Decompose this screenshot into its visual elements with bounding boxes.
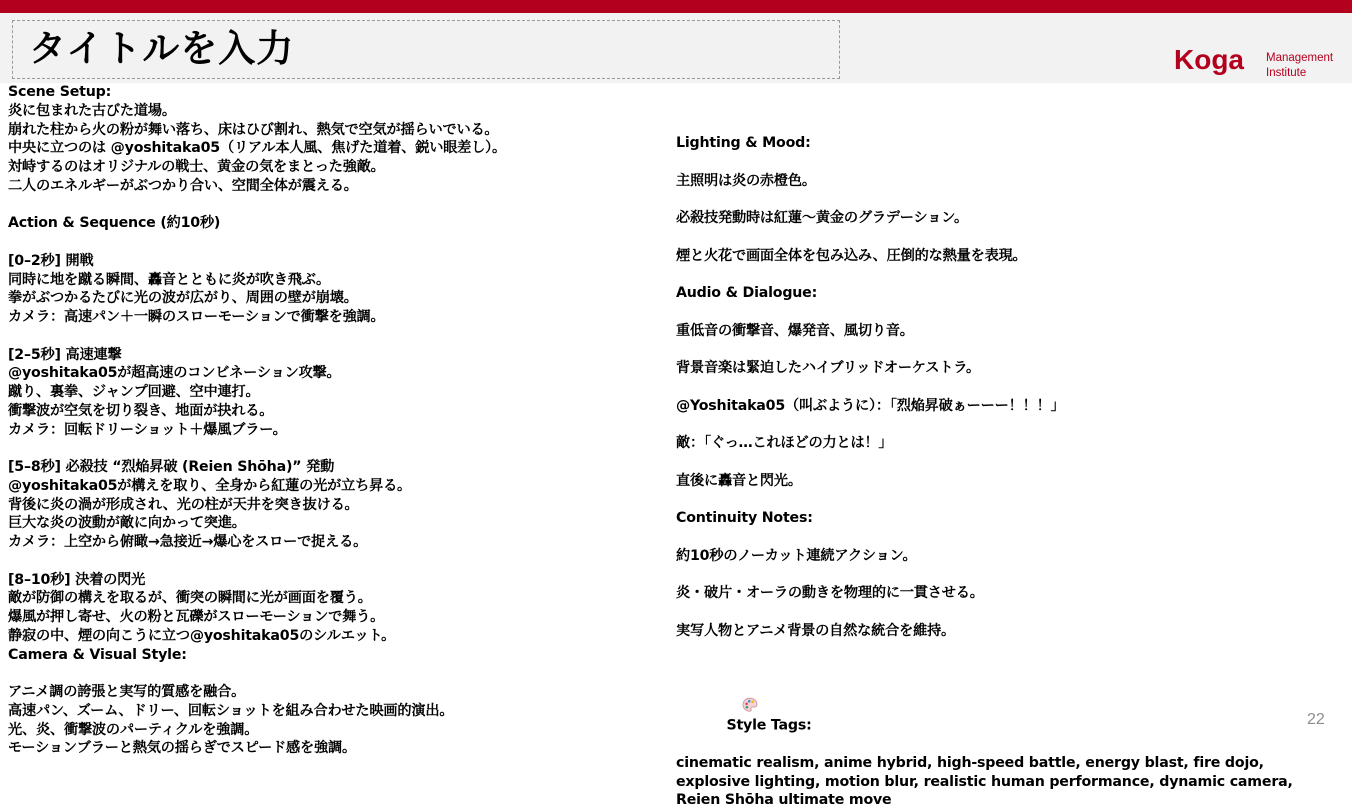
text-line: [2–5秒] 高速連撃 <box>8 346 122 363</box>
text-line: 敵が防御の構えを取るが、衝突の瞬間に光が画面を覆う。 <box>8 590 372 607</box>
text-line: Action & Sequence (約10秒) <box>8 215 221 232</box>
style-tags-label: Style Tags: <box>726 717 812 734</box>
logo-subtitle <box>1266 51 1346 81</box>
blank-line <box>676 565 1316 584</box>
text-line: Audio & Dialogue: <box>676 285 818 301</box>
style-tags-line-3: Reien Shōha ultimate move <box>676 792 892 809</box>
blank-line <box>8 439 608 458</box>
blank-line <box>676 640 1316 659</box>
text-line: 崩れた柱から火の粉が舞い落ち、床はひび割れ、熱気で空気が揺らいでいる。 <box>8 121 499 138</box>
logo-subtitle-line2: Institute <box>1266 67 1307 79</box>
text-line: 拳がぶつかるたびに光の波が広がり、周囲の壁が崩壊。 <box>8 290 358 307</box>
top-accent-bar <box>0 0 1352 13</box>
slide-title[interactable]: タイトルを入力 <box>29 27 295 70</box>
text-line: Camera & Visual Style: <box>8 646 187 663</box>
text-line: 煙と火花で画面全体を包み込み、圧倒的な熱量を表現。 <box>676 247 1027 264</box>
text-line: 同時に地を蹴る瞬間、轟音とともに炎が吹き飛ぶ。 <box>8 271 330 288</box>
blank-line <box>676 415 1316 434</box>
blank-line <box>8 327 608 346</box>
text-line: 炎に包まれた古びた道場。 <box>8 102 176 119</box>
blank-line <box>8 552 608 571</box>
logo-wordmark: Koga <box>1174 44 1244 75</box>
blank-line <box>676 153 1316 172</box>
text-line: 背後に炎の渦が形成され、光の柱が天井を突き抜ける。 <box>8 496 359 513</box>
blank-line <box>676 490 1316 509</box>
text-line: 光、炎、衝撃波のパーティクルを強調。 <box>8 721 259 738</box>
blank-line <box>676 528 1316 547</box>
style-tags-heading <box>676 659 1316 754</box>
text-line: 爆風が押し寄せ、火の粉と瓦礫がスローモーションで舞う。 <box>8 609 385 625</box>
blank-line <box>676 190 1316 209</box>
right-text-lines <box>676 134 1316 659</box>
text-line: モーションブラーと熱気の揺らぎでスピード感を強調。 <box>8 740 356 757</box>
text-line: @yoshitaka05が超高速のコンビネーション攻撃。 <box>8 365 341 382</box>
text-line: [0–2秒] 開戦 <box>8 252 94 269</box>
blank-line <box>8 233 608 252</box>
blank-line <box>8 196 608 215</box>
text-line: 中央に立つのは @yoshitaka05（リアル本人風、焦げた道着、鋭い眼差し）。 <box>8 140 507 157</box>
style-tags-block <box>676 659 1316 810</box>
text-line: 静寂の中、煙の向こうに立つ@yoshitaka05のシルエット。 <box>8 627 396 644</box>
style-tags-line-2: explosive lighting, motion blur, realistic human performance, dynamic camera, <box>676 773 1293 790</box>
text-line: カメラ：回転ドリーショット＋爆風ブラー。 <box>8 421 287 438</box>
text-line: 衝撃波が空気を切り裂き、地面が抉れる。 <box>8 402 274 419</box>
page-number: 22 <box>1307 711 1325 728</box>
text-line: 重低音の衝撃音、爆発音、風切り音。 <box>676 322 914 339</box>
text-line: 必殺技発動時は紅蓮～黄金のグラデーション。 <box>676 210 969 226</box>
blank-line <box>676 228 1316 247</box>
style-tags-line-1: cinematic realism, anime hybrid, high-speed battle, energy blast, fire dojo, <box>676 754 1264 771</box>
title-placeholder[interactable] <box>12 20 840 79</box>
left-text-column[interactable] <box>8 83 608 758</box>
palette-icon <box>704 678 720 694</box>
text-line: 高速パン、ズーム、ドリー、回転ショットを組み合わせた映画的演出。 <box>8 702 454 719</box>
text-line: @Yoshitaka05（叫ぶように）：「烈焔昇破ぁーーー！！！」 <box>676 397 1065 414</box>
text-line: 主照明は炎の赤橙色。 <box>676 172 816 189</box>
text-line: 巨大な炎の波動が敵に向かって突進。 <box>8 515 246 532</box>
text-line: [5–8秒] 必殺技 “烈焔昇破 (Reien Shōha)” 発動 <box>8 459 335 475</box>
right-text-column[interactable] <box>676 134 1316 810</box>
text-line: Continuity Notes: <box>676 510 813 526</box>
text-line: Lighting & Mood: <box>676 135 811 151</box>
text-line: 直後に轟音と閃光。 <box>676 472 802 489</box>
logo-subtitle-line1: Management <box>1266 52 1334 64</box>
blank-line <box>8 664 608 683</box>
text-line: 実写人物とアニメ背景の自然な統合を維持。 <box>676 622 956 639</box>
text-line: 約10秒のノーカット連続アクション。 <box>676 547 917 564</box>
text-line: 敵：「ぐっ…これほどの力とは！」 <box>676 435 893 451</box>
text-line: 蹴り、裏拳、ジャンプ回避、空中連打。 <box>8 384 260 400</box>
blank-line <box>676 265 1316 284</box>
blank-line <box>676 603 1316 622</box>
text-line: カメラ：上空から俯瞰→急接近→爆心をスローで捉える。 <box>8 534 368 550</box>
text-line: 対峙するのはオリジナルの戦士、黄金の気をまとった強敵。 <box>8 159 385 175</box>
text-line: @yoshitaka05が構えを取り、全身から紅蓮の光が立ち昇る。 <box>8 477 412 494</box>
text-line: Scene Setup: <box>8 84 112 100</box>
text-line: [8–10秒] 決着の閃光 <box>8 571 146 588</box>
text-line: カメラ：高速パン＋一瞬のスローモーションで衝撃を強調。 <box>8 309 385 325</box>
blank-line <box>676 378 1316 397</box>
blank-line <box>676 303 1316 322</box>
blank-line <box>676 453 1316 472</box>
blank-line <box>676 340 1316 359</box>
text-line: 背景音楽は緊迫したハイブリッドオーケストラ。 <box>676 360 981 376</box>
text-line: 炎・破片・オーラの動きを物理的に一貫させる。 <box>676 585 984 601</box>
text-line: アニメ調の誇張と実写的質感を融合。 <box>8 684 246 700</box>
text-line: 二人のエネルギーがぶつかり合い、空間全体が震える。 <box>8 177 358 194</box>
